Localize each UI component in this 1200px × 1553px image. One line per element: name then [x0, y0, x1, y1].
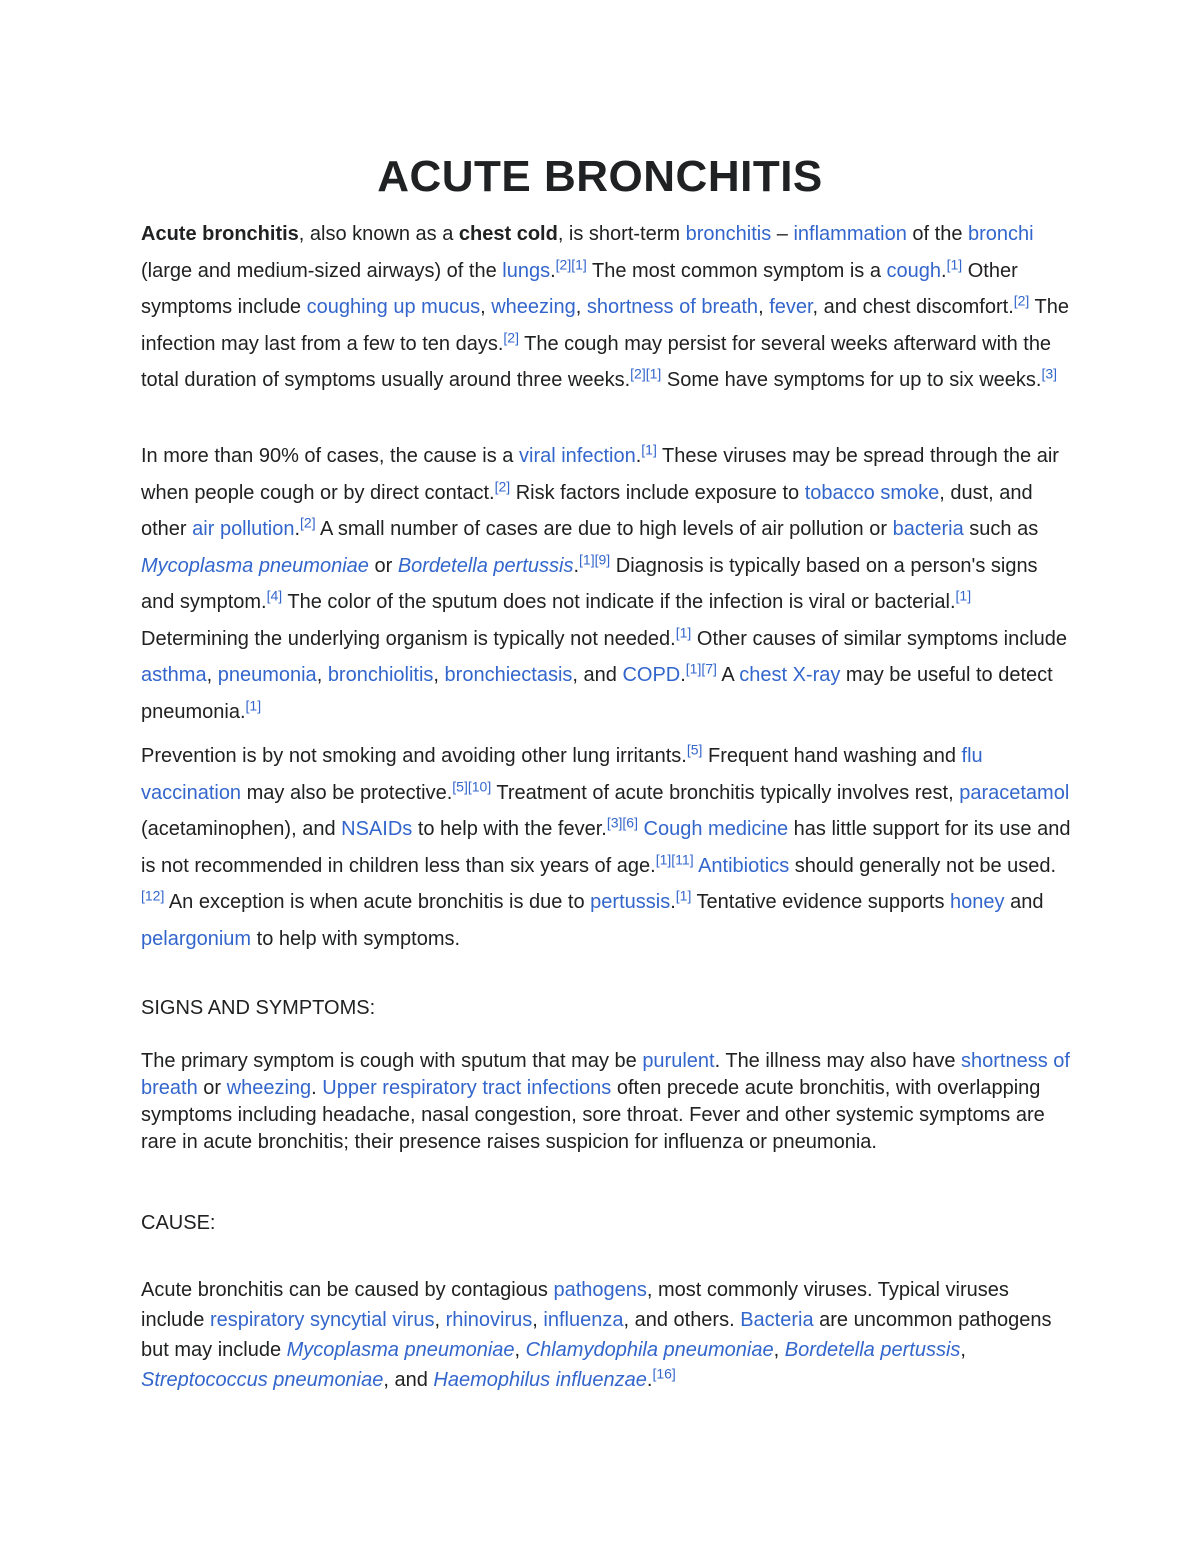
- text-span: .: [294, 518, 301, 540]
- citation-link[interactable]: [6]: [622, 814, 638, 831]
- text-span: Diagnosis is typically based on a person's signs and symptom.: [141, 554, 1038, 613]
- text-span: .: [941, 259, 947, 282]
- citation-link[interactable]: [1]: [245, 696, 262, 713]
- link-pneumonia[interactable]: pneumonia: [217, 664, 317, 686]
- link-coughing-up-mucus[interactable]: coughing up mucus: [306, 296, 481, 318]
- text-span: A small number of cases are due to high levels of air pollution or: [315, 518, 893, 540]
- link-cough[interactable]: cough: [886, 259, 942, 282]
- italic-text: Bordetella pertussis: [784, 1339, 961, 1361]
- text-span: ,: [960, 1339, 966, 1361]
- citation-link[interactable]: [9]: [594, 550, 611, 567]
- text-span: Tentative evidence supports: [691, 891, 951, 913]
- link-bronchi[interactable]: bronchi: [968, 223, 1034, 245]
- text-span: or: [197, 1077, 227, 1099]
- link-pertussis[interactable]: pertussis: [590, 891, 671, 913]
- link-antibiotics[interactable]: Antibiotics: [698, 854, 790, 877]
- cause-diagnosis-paragraph: [141, 438, 1071, 730]
- text-span: , most commonly viruses. Typical viruses include: [141, 1279, 1009, 1331]
- text-span: .: [573, 554, 580, 577]
- link-paracetamol[interactable]: paracetamol: [959, 781, 1070, 804]
- link-streptococcus-pneumoniae[interactable]: [141, 1369, 383, 1391]
- link-lungs[interactable]: lungs: [502, 259, 551, 282]
- text-span: ,: [773, 1339, 785, 1361]
- citation-link[interactable]: [2]: [555, 255, 572, 272]
- link-nsaids[interactable]: NSAIDs: [341, 818, 413, 840]
- link-bordetella-pertussis[interactable]: [398, 555, 574, 577]
- citation-link[interactable]: [1]: [571, 255, 587, 272]
- text-span: Acute bronchitis can be caused by contagious: [141, 1279, 554, 1301]
- italic-text: Haemophilus influenzae: [433, 1369, 647, 1391]
- text-span: , is short-term: [557, 223, 686, 245]
- citation-link[interactable]: [1]: [955, 587, 972, 604]
- italic-text: Mycoplasma pneumoniae: [286, 1339, 515, 1361]
- symptoms-paragraph: [141, 1048, 1071, 1156]
- link-chest-x-ray[interactable]: chest X-ray: [739, 664, 841, 686]
- citation-link[interactable]: [5]: [686, 741, 703, 758]
- text-span: The cough may persist for several weeks afterward with the total duration of symptoms usually around three weeks.: [141, 332, 1052, 391]
- text-span: (large and medium-sized airways) of the: [141, 259, 503, 282]
- citation-link[interactable]: [1]: [655, 850, 672, 867]
- text-span: often precede acute bronchitis, with overlapping symptoms including headache, nasal congestion, sore throat. Fever and other systemic symptoms are rare in acute bronchitis; their presence raises suspicion for influenza or pneumonia.: [141, 1077, 1045, 1153]
- citation-link[interactable]: [2]: [300, 514, 316, 531]
- text-span: . The illness may also have: [714, 1050, 962, 1072]
- citation-link[interactable]: [1]: [685, 660, 702, 677]
- text-span: –: [771, 223, 794, 245]
- link-fever[interactable]: fever: [769, 296, 813, 318]
- text-span: ,: [480, 296, 492, 318]
- citation-link[interactable]: [3]: [1041, 365, 1058, 382]
- link-purulent[interactable]: purulent: [642, 1050, 715, 1072]
- text-span: ,: [316, 664, 328, 686]
- citation-link[interactable]: [5]: [452, 777, 468, 794]
- link-honey[interactable]: honey: [950, 891, 1005, 913]
- link-bronchiectasis[interactable]: bronchiectasis: [444, 664, 573, 686]
- link-cough-medicine[interactable]: Cough medicine: [643, 818, 789, 840]
- text-span: ,: [514, 1339, 526, 1361]
- text-span: such as: [963, 518, 1039, 540]
- text-span: to help with the fever.: [412, 818, 607, 840]
- link-haemophilus-influenzae[interactable]: [433, 1369, 646, 1391]
- italic-text: Bordetella pertussis: [397, 554, 574, 577]
- text-span: A: [716, 664, 740, 686]
- text-span: Prevention is by not smoking and avoiding other lung irritants.: [141, 745, 687, 767]
- text-span: .: [311, 1077, 323, 1099]
- text-span: of the: [906, 223, 969, 245]
- text-span: , and: [572, 664, 623, 686]
- link-shortness-of-breath[interactable]: shortness of breath: [141, 1050, 1070, 1099]
- text-span: (acetaminophen), and: [141, 818, 342, 840]
- link-bacteria[interactable]: bacteria: [892, 518, 964, 540]
- text-span: The most common symptom is a: [586, 259, 887, 282]
- link-bordetella-pertussis[interactable]: [785, 1339, 961, 1361]
- citation-link[interactable]: [7]: [701, 660, 717, 677]
- text-span: Other causes of similar symptoms include: [691, 627, 1068, 650]
- prevention-treatment-paragraph: [141, 738, 1071, 957]
- text-span: Frequent hand washing and: [702, 745, 962, 767]
- text-span: .: [670, 891, 676, 913]
- text-span: , and chest discomfort.: [812, 296, 1014, 318]
- link-bronchiolitis[interactable]: bronchiolitis: [327, 664, 434, 686]
- italic-text: Mycoplasma pneumoniae: [141, 554, 369, 577]
- text-span: ,: [532, 1309, 544, 1331]
- citation-link[interactable]: [2]: [630, 365, 646, 382]
- intro-paragraph: [141, 216, 1071, 399]
- link-air-pollution[interactable]: air pollution: [192, 518, 295, 540]
- text-span: , and others.: [623, 1309, 741, 1331]
- text-span: are uncommon pathogens but may include: [141, 1309, 1052, 1361]
- citation-link[interactable]: [1]: [675, 623, 692, 640]
- link-inflammation[interactable]: inflammation: [793, 223, 907, 245]
- citation-link[interactable]: [1]: [645, 365, 662, 382]
- link-chlamydophila-pneumoniae[interactable]: [526, 1339, 774, 1361]
- citation-link[interactable]: [3]: [606, 814, 623, 831]
- term-chest-cold: chest cold: [458, 223, 558, 245]
- citation-link[interactable]: [1]: [946, 255, 963, 272]
- text-span: may also be protective.: [241, 781, 453, 804]
- citation-link[interactable]: [1]: [641, 441, 657, 458]
- link-shortness-of-breath[interactable]: shortness of breath: [586, 296, 759, 318]
- link-wheezing[interactable]: wheezing: [491, 296, 576, 318]
- text-span: , dust, and other: [141, 481, 1033, 540]
- citation-link[interactable]: [10]: [467, 777, 492, 794]
- text-span: Treatment of acute bronchitis typically involves rest,: [491, 781, 960, 804]
- text-span: ,: [206, 664, 218, 686]
- text-span: ,: [434, 1309, 446, 1331]
- text-span: , and: [383, 1369, 434, 1391]
- text-span: Risk factors include exposure to: [510, 481, 805, 504]
- link-tobacco-smoke[interactable]: tobacco smoke: [804, 481, 940, 504]
- link-bronchitis[interactable]: bronchitis: [685, 223, 772, 245]
- link-influenza[interactable]: influenza: [543, 1309, 624, 1331]
- text-span: The primary symptom is cough with sputum that may be: [141, 1050, 643, 1072]
- link-wheezing[interactable]: wheezing: [226, 1077, 312, 1099]
- text-span: ,: [758, 296, 770, 318]
- page-title: ACUTE BRONCHITIS: [377, 152, 823, 201]
- cause-paragraph: [141, 1275, 1071, 1395]
- link-mycoplasma-pneumoniae[interactable]: [287, 1339, 515, 1361]
- text-span: In more than 90% of cases, the cause is a: [141, 445, 519, 467]
- text-span: and: [1004, 891, 1044, 913]
- citation-link[interactable]: [2]: [503, 328, 519, 345]
- term-acute-bronchitis: Acute bronchitis: [141, 223, 299, 245]
- link-pathogens[interactable]: pathogens: [553, 1279, 647, 1301]
- link-upper-respiratory-tract-infections[interactable]: Upper respiratory tract infections: [322, 1077, 612, 1099]
- link-copd[interactable]: COPD: [622, 664, 681, 686]
- citation-link[interactable]: [2]: [1013, 292, 1030, 309]
- text-span: .: [550, 259, 556, 282]
- text-span: ,: [433, 664, 445, 686]
- italic-text: Chlamydophila pneumoniae: [525, 1339, 774, 1361]
- link-rhinovirus[interactable]: rhinovirus: [445, 1309, 533, 1331]
- citation-link[interactable]: [1]: [579, 550, 595, 567]
- section-heading-cause: CAUSE:: [141, 1212, 216, 1234]
- text-span: has little support for its use and is not recommended in children less than six years of age.: [141, 818, 1071, 877]
- text-span: .: [646, 1369, 653, 1391]
- text-span: .: [635, 445, 642, 467]
- text-span: or: [368, 554, 398, 577]
- text-span: , also known as a: [298, 223, 459, 245]
- text-span: Other symptoms include: [141, 259, 1018, 318]
- text-span: These viruses may be spread through the air when people cough or by direct contact.: [141, 445, 1059, 504]
- text-span: An exception is when acute bronchitis is due to: [164, 891, 591, 913]
- citation-link[interactable]: [16]: [652, 1365, 676, 1382]
- link-asthma[interactable]: asthma: [141, 664, 207, 686]
- text-span: .: [680, 664, 686, 686]
- link-flu-vaccination[interactable]: flu vaccination: [141, 745, 983, 804]
- citation-link[interactable]: [4]: [266, 587, 283, 604]
- link-viral-infection[interactable]: viral infection: [519, 445, 636, 467]
- text-span: to help with symptoms.: [251, 927, 461, 950]
- link-respiratory-syncytial-virus[interactable]: respiratory syncytial virus: [209, 1309, 435, 1331]
- link-mycoplasma-pneumoniae[interactable]: [141, 555, 369, 577]
- citation-link[interactable]: [2]: [494, 477, 511, 494]
- link-bacteria[interactable]: Bacteria: [740, 1309, 814, 1331]
- italic-text: Streptococcus pneumoniae: [141, 1369, 384, 1391]
- citation-link[interactable]: [12]: [141, 887, 165, 904]
- text-span: should generally not be used.: [789, 854, 1057, 877]
- text-span: may be useful to detect pneumonia.: [141, 664, 1053, 723]
- text-span: Determining the underlying organism is typically not needed.: [141, 627, 676, 650]
- text-span: ,: [575, 296, 587, 318]
- link-pelargonium[interactable]: pelargonium: [141, 927, 252, 950]
- section-heading-signs-and-symptoms: SIGNS AND SYMPTOMS:: [141, 997, 376, 1019]
- text-span: The color of the sputum does not indicate if the infection is viral or bacterial.: [282, 591, 956, 613]
- text-span: The infection may last from a few to ten days.: [141, 296, 1069, 355]
- citation-link[interactable]: [11]: [671, 850, 694, 867]
- text-span: Some have symptoms for up to six weeks.: [661, 369, 1042, 391]
- citation-link[interactable]: [1]: [675, 887, 692, 904]
